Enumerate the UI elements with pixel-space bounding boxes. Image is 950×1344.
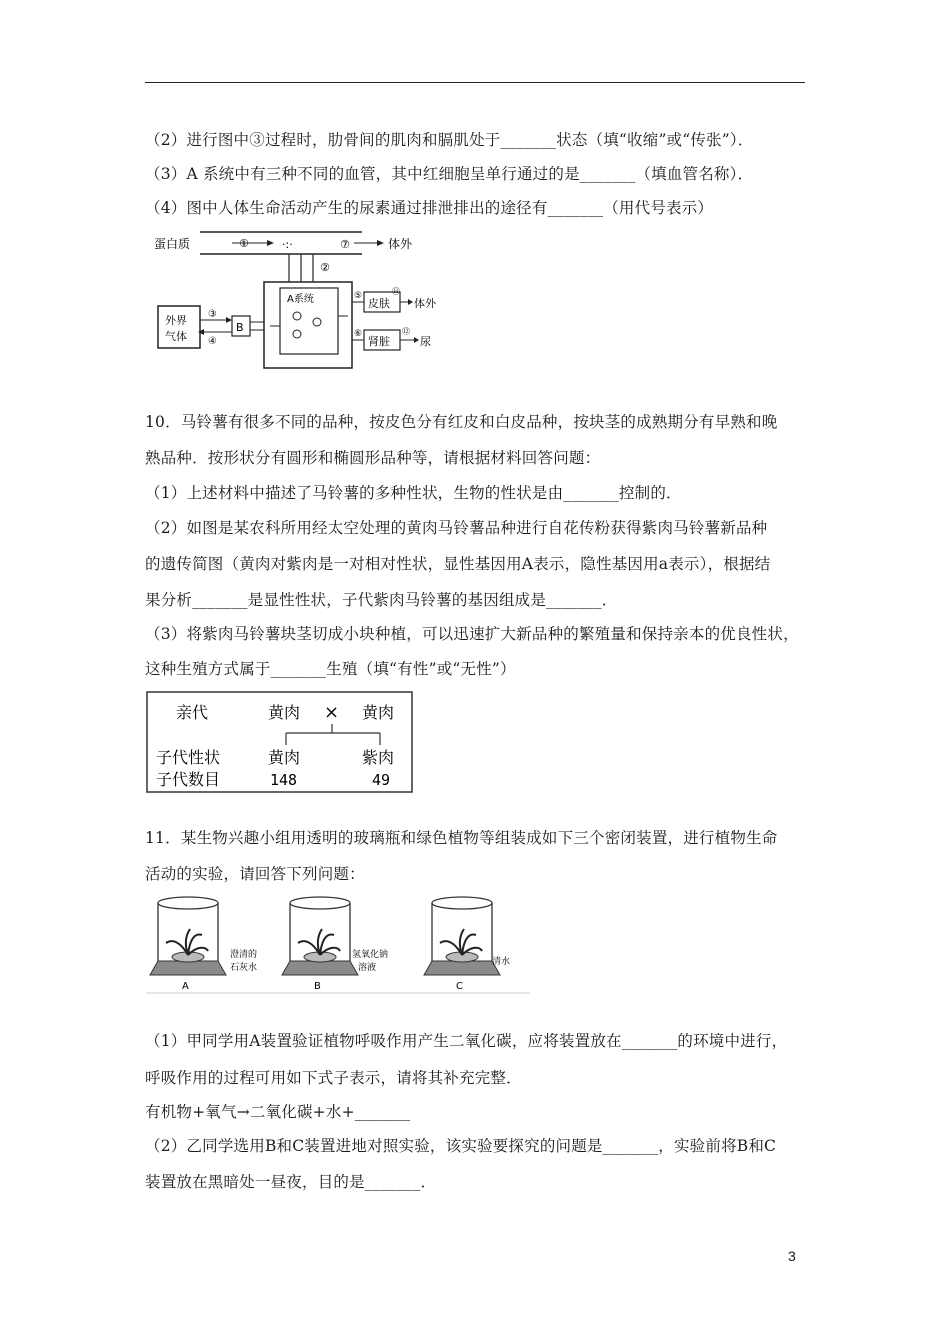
- sealed-jars-figure: [146, 893, 530, 995]
- offspring-count-label: 子代数目: [156, 770, 221, 789]
- air-label-2: 气体: [165, 330, 187, 343]
- jar-c-label: 清水: [492, 957, 511, 967]
- q10-line-4: （2）如图是某农科所用经太空处理的黄肉马铃薯品种进行自花传粉获得紫肉马铃薯新品种: [145, 519, 768, 537]
- q11-line-7: 装置放在黑暗处一昼夜，目的是_______．: [145, 1173, 437, 1191]
- jar-b-label-1: 氢氧化钠: [352, 950, 389, 960]
- jar-c: [424, 897, 510, 992]
- q11-line-2: 活动的实验，请回答下列问题：: [145, 865, 365, 883]
- air-label-1: 外界: [165, 314, 187, 327]
- protein-label: 蛋白质: [154, 237, 191, 251]
- offspring-trait-1: 黄肉: [268, 748, 301, 767]
- jar-a-label-2: 石灰水: [230, 963, 258, 973]
- offspring-count-2: 49: [372, 771, 391, 789]
- header-rule: [145, 82, 805, 83]
- q11-line-1: 11．某生物兴趣小组用透明的玻璃瓶和绿色植物等组装成如下三个密闭装置，进行植物生命: [145, 829, 778, 847]
- q10-line-6: 果分析_______是显性性状，子代紫肉马铃薯的基因组成是_______．: [145, 591, 618, 609]
- genetics-cross-table: [146, 691, 414, 795]
- num-2: ②: [320, 261, 330, 274]
- outside-label-1: 体外: [388, 237, 413, 251]
- jar-c-letter: C: [456, 981, 463, 992]
- q11-line-3: （1）甲同学用A装置验证植物呼吸作用产生二氧化碳，应将装置放在_______的环境中进行，: [145, 1032, 788, 1050]
- num-6: ⑥: [354, 329, 363, 339]
- molecule-dots: ·:·: [282, 238, 293, 251]
- offspring-count-1: 148: [270, 771, 298, 789]
- page-number: 3: [788, 1248, 796, 1264]
- parent-label: 亲代: [176, 703, 209, 722]
- q11-line-6: （2）乙同学选用B和C装置进地对照实验，该实验要探究的问题是_______，实验前将B和C: [145, 1137, 777, 1155]
- q10-line-7: （3）将紫肉马铃薯块茎切成小块种植，可以迅速扩大新品种的繁殖量和保持亲本的优良性状，: [145, 625, 799, 643]
- num-4: ④: [208, 336, 217, 347]
- box-b-label: B: [236, 321, 244, 334]
- q10-line-8: 这种生殖方式属于_______生殖（填“有性”或“无性”）: [145, 660, 516, 678]
- offspring-trait-2: 紫肉: [362, 748, 395, 767]
- a-system-label: A系统: [287, 294, 314, 305]
- q11-line-5: 有机物+氧气→二氧化碳+水+_______: [145, 1103, 411, 1121]
- parent-1: 黄肉: [268, 703, 301, 722]
- jar-a: [150, 897, 257, 992]
- num-12: ⑫: [402, 327, 410, 336]
- jar-a-label-1: 澄清的: [230, 950, 258, 960]
- jar-b: [282, 897, 388, 992]
- q9-line-3: （3）A 系统中有三种不同的血管，其中红细胞呈单行通过的是_______（填血管名称）．: [145, 165, 754, 183]
- parent-2: 黄肉: [362, 703, 395, 722]
- jar-a-letter: A: [182, 981, 189, 992]
- q10-line-3: （1）上述材料中描述了马铃薯的多种性状，生物的性状是由_______控制的．: [145, 484, 682, 502]
- jar-b-letter: B: [314, 981, 321, 992]
- urine-label: 尿: [420, 335, 431, 348]
- num-11: ⑪: [392, 287, 400, 296]
- skin-label: 皮肤: [368, 297, 390, 310]
- jar-b-label-2: 溶液: [358, 963, 377, 973]
- q10-line-1: 10．马铃薯有很多不同的品种，按皮色分有红皮和白皮品种，按块茎的成熟期分有早熟和晚: [145, 413, 778, 431]
- num-7: ⑦: [340, 238, 350, 251]
- num-3: ③: [208, 309, 217, 320]
- offspring-trait-label: 子代性状: [156, 748, 221, 767]
- num-1: ①: [239, 237, 249, 250]
- outside-label-2: 体外: [414, 297, 436, 310]
- q10-line-5: 的遗传简图（黄肉对紫肉是一对相对性状，显性基因用A表示，隐性基因用a表示），根据结: [145, 555, 771, 573]
- q10-line-2: 熟品种．按形状分有圆形和椭圆形品种等，请根据材料回答问题：: [145, 449, 601, 467]
- q9-line-2: （2）进行图中③过程时，肋骨间的肌肉和膈肌处于_______状态（填“收缩”或“传张”）．: [145, 131, 754, 149]
- num-5: ⑤: [354, 291, 363, 301]
- human-system-diagram: [152, 226, 437, 376]
- kidney-label: 肾脏: [368, 335, 390, 348]
- q9-line-4: （4）图中人体生命活动产生的尿素通过排泄排出的途径有_______（用代号表示）: [145, 199, 714, 217]
- q11-line-4: 呼吸作用的过程可用如下式子表示，请将其补充完整．: [145, 1069, 522, 1087]
- cross-symbol: ×: [324, 702, 340, 723]
